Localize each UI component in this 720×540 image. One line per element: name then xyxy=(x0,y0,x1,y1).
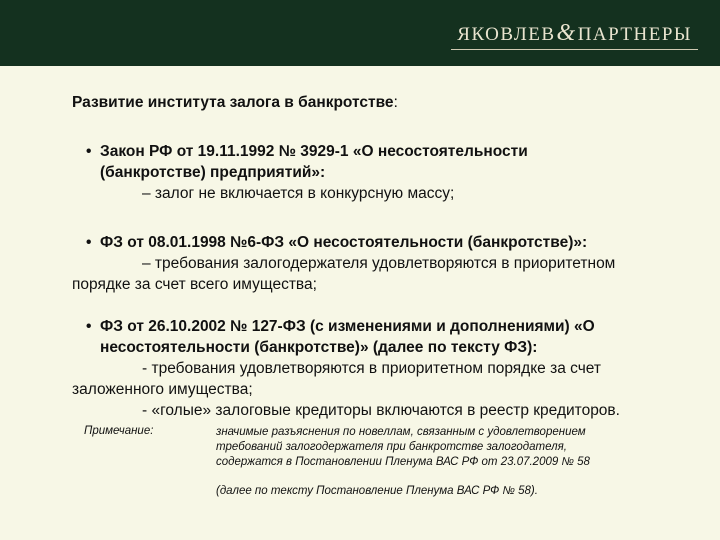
note-text xyxy=(216,425,686,499)
company-logo xyxy=(451,20,698,50)
list-item xyxy=(72,316,712,421)
item-body-line: порядке за счет всего имущества; xyxy=(72,276,317,293)
item-body-line: заложенного имущества; xyxy=(72,381,253,398)
item-body-line: – залог не включается в конкурсную массу; xyxy=(142,185,455,202)
item-heading-line: (банкротстве) предприятий»: xyxy=(100,164,326,181)
title-text: Развитие института залога в банкротстве xyxy=(72,94,394,111)
item-heading xyxy=(72,232,712,253)
list-item xyxy=(72,141,712,204)
item-body-line: - «голые» залоговые кредиторы включаются в реестр кредиторов. xyxy=(142,402,620,419)
item-heading-line: несостоятельности (банкротстве)» (далее по тексту ФЗ): xyxy=(100,339,538,356)
note-line: требований залогодержателя при банкротстве залогодателя, xyxy=(216,441,567,453)
logo-left-word: ЯКОВЛЕВ xyxy=(457,24,556,45)
list-item xyxy=(72,232,712,295)
bullet-icon: • xyxy=(86,143,92,160)
item-heading-line: Закон РФ от 19.11.1992 № 3929-1 «О несостоятельности xyxy=(100,143,528,160)
note-label: Примечание: xyxy=(84,425,154,437)
logo-right-word: ПАРТНЕРЫ xyxy=(577,24,692,45)
bullet-icon: • xyxy=(86,234,92,251)
item-body-line: - требования удовлетворяются в приоритетном порядке за счет xyxy=(142,360,601,377)
note-spacer xyxy=(216,470,686,484)
item-body-line: – требования залогодержателя удовлетворяются в приоритетном xyxy=(142,255,616,272)
item-heading xyxy=(72,141,712,183)
logo-ampersand: & xyxy=(556,20,577,46)
item-heading-line: ФЗ от 08.01.1998 №6-ФЗ «О несостоятельности (банкротстве)»: xyxy=(100,234,588,251)
note-after-line: (далее по тексту Постановление Пленума ВАС РФ № 58). xyxy=(216,485,538,497)
bullet-icon: • xyxy=(86,318,92,335)
item-heading xyxy=(72,316,712,358)
note-line: значимые разъяснения по новеллам, связанным с удовлетворением xyxy=(216,426,586,438)
header-bar xyxy=(0,0,720,66)
item-heading-line: ФЗ от 26.10.2002 № 127-ФЗ (с изменениями и дополнениями) «О xyxy=(100,318,595,335)
slide-title xyxy=(72,94,702,112)
note-line: содержатся в Постановлении Пленума ВАС РФ от 23.07.2009 № 58 xyxy=(216,456,590,468)
title-colon: : xyxy=(393,94,398,111)
